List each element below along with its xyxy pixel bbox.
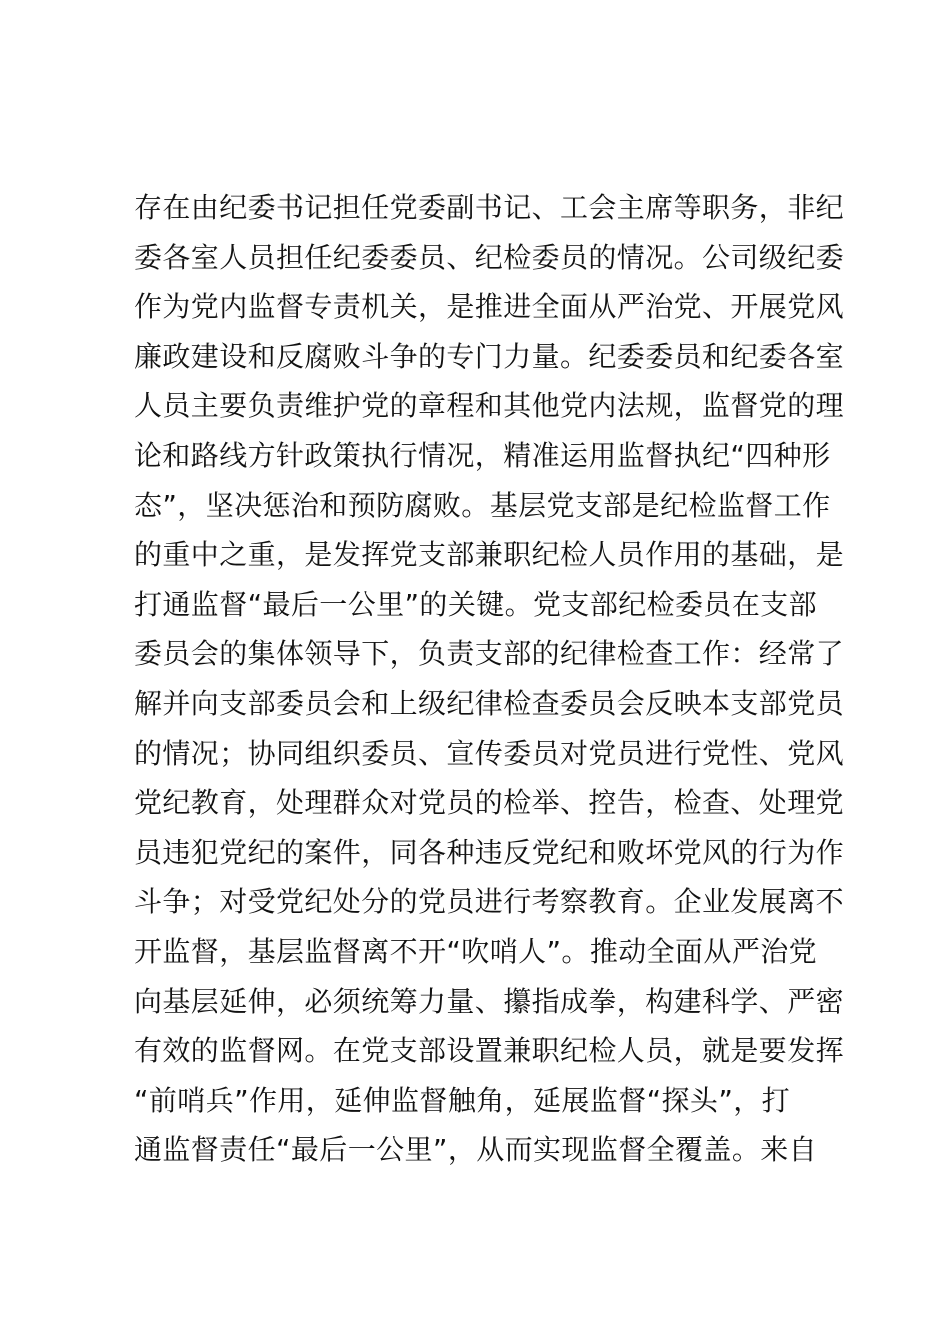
text-line: “前哨兵”作用，延伸监督触角，延展监督“探头”，打 [134, 1083, 791, 1117]
text-line: 解并向支部委员会和上级纪律检查委员会反映本支部党员 [134, 686, 845, 720]
text-line: 委各室人员担任纪委委员、纪检委员的情况。公司级纪委 [134, 240, 845, 274]
text-line: 廉政建设和反腐败斗争的专门力量。纪委委员和纪委各室 [134, 339, 845, 373]
text-line: 态”，坚决惩治和预防腐败。基层党支部是纪检监督工作 [134, 488, 831, 522]
text-line: 存在由纪委书记担任党委副书记、工会主席等职务，非纪 [134, 191, 845, 224]
text-line: 委员会的集体领导下，负责支部的纪律检查工作：经常了 [134, 637, 845, 671]
text-line: 打通监督“最后一公里”的关键。党支部纪检委员在支部 [134, 587, 818, 621]
text-line: 人员主要负责维护党的章程和其他党内法规，监督党的理 [134, 389, 845, 423]
text-line: 通监督责任“最后一公里”，从而实现监督全覆盖。来自 [134, 1133, 818, 1167]
body-paragraph [134, 183, 845, 1175]
text-line: 的情况；协同组织委员、宣传委员对党员进行党性、党风 [134, 736, 845, 770]
text-line: 论和路线方针政策执行情况，精准运用监督执纪“四种形 [134, 438, 831, 472]
text-line: 开监督，基层监督离不开“吹哨人”。推动全面从严治党 [134, 934, 818, 968]
text-line: 的重中之重，是发挥党支部兼职纪检人员作用的基础，是 [134, 538, 845, 572]
text-line: 员违犯党纪的案件，同各种违反党纪和败坏党风的行为作 [134, 835, 845, 869]
text-line: 斗争；对受党纪处分的党员进行考察教育。企业发展离不 [134, 885, 845, 919]
text-line: 向基层延伸，必须统筹力量、攥指成拳，构建科学、严密 [134, 984, 845, 1018]
text-line: 作为党内监督专责机关，是推进全面从严治党、开展党风 [134, 290, 845, 324]
text-line: 有效的监督网。在党支部设置兼职纪检人员，就是要发挥 [134, 1034, 845, 1068]
text-line: 党纪教育，处理群众对党员的检举、控告，检查、处理党 [134, 786, 845, 820]
